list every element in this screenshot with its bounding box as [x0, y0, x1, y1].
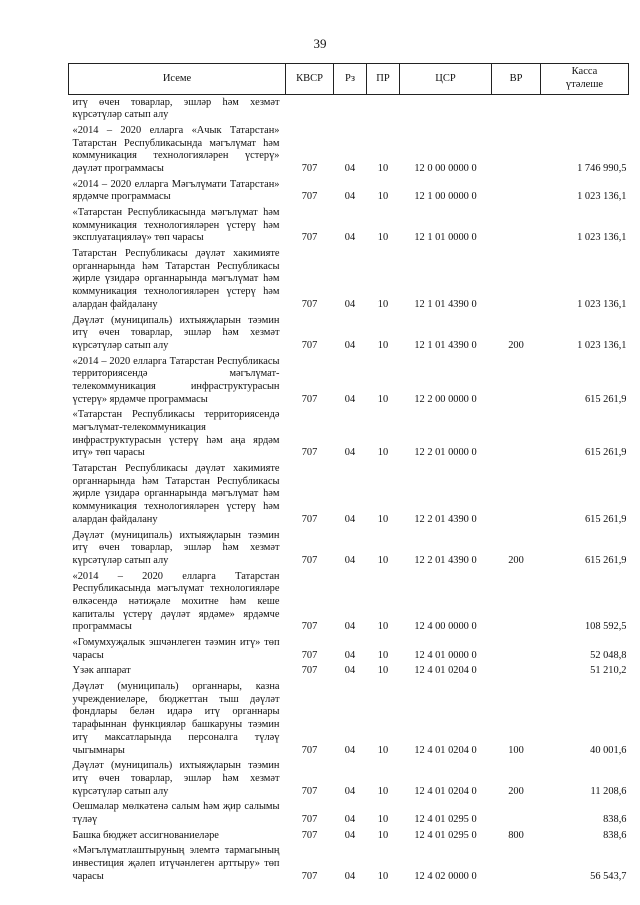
cell-vr: 200: [508, 785, 524, 797]
cell-vr: [492, 462, 541, 528]
cell-vr: [492, 664, 541, 680]
cell-amount: 1 023 136,1: [577, 298, 627, 310]
cell-rz: 04: [344, 162, 356, 174]
cell-amount: 1 023 136,1: [577, 232, 627, 244]
cell-name: Дәүләт (муниципаль) ихтыяҗларын тәэмин итү өчен товарлар, эшләр һәм хезмәт күрсәтүләр сатып алу: [72, 529, 280, 566]
cell-amount: 52 048,8: [590, 649, 627, 661]
cell-name: Татарстан Республикасы дәүләт хакимияте органнарында һәм Татарстан Республикасы җирле үзидарә органнарында мәгълүмат һәм коммуникация технологияләрен үстерү һәм алардан файдалану: [72, 248, 280, 310]
table-row: [69, 206, 629, 247]
cell-amount: 108 592,5: [584, 621, 627, 633]
cell-name: «2014 – 2020 елларга Мәгълүмати Татарстан» ярдәмче программасы: [72, 178, 280, 203]
cell-amount: 615 261,9: [584, 393, 627, 405]
cell-csr: 12 2 01 4390 0: [414, 513, 477, 525]
header-name: Исеме: [69, 64, 286, 95]
cell-name: Дәүләт (муниципаль) ихтыяҗларын тәэмин итү өчен товарлар, эшләр һәм хезмәт күрсәтүләр сатып алу: [72, 314, 280, 351]
header-kassa-line1: Касса: [571, 66, 598, 78]
cell-amount: 615 261,9: [584, 554, 627, 566]
cell-csr: 12 1 01 4390 0: [414, 339, 477, 351]
cell-pr: 10: [377, 447, 389, 459]
page-number: 39: [313, 36, 327, 51]
table-header: [69, 64, 629, 95]
cell-name: Дәүләт (муниципаль) органнары, казна учреждениеләре, бюджеттан тыш дәүләт фондлары белән идарә итү органнары тарафыннан функцияләр башкаруны тәэмин итү максатларында персоналга түләү чыгымнары: [72, 681, 280, 756]
cell-amount: 615 261,9: [584, 513, 627, 525]
cell-vr: [492, 800, 541, 828]
cell-rz: 04: [344, 649, 356, 661]
cell-rz: 04: [344, 339, 356, 351]
cell-rz: [334, 95, 367, 124]
cell-rz: 04: [344, 870, 356, 882]
cell-kvsr: 707: [301, 621, 318, 633]
cell-name: Татарстан Республикасы дәүләт хакимияте органнарында һәм Татарстан Республикасы җирле үзидарә органнарында мәгълүмат һәм коммуникация технологияләрен үстерү һәм алардан файдалану: [72, 463, 280, 525]
header-vr: ВР: [492, 64, 541, 95]
cell-vr: [492, 123, 541, 177]
cell-kvsr: 707: [301, 649, 318, 661]
cell-pr: 10: [377, 339, 389, 351]
header-kassa-line2: үтәлеше: [565, 79, 604, 90]
table-row: [69, 462, 629, 528]
cell-amount: 1 023 136,1: [577, 339, 627, 351]
cell-pr: 10: [377, 785, 389, 797]
cell-kvsr: 707: [301, 447, 318, 459]
cell-rz: 04: [344, 813, 356, 825]
cell-vr: [492, 844, 541, 885]
table-row: [69, 177, 629, 205]
cell-rz: 04: [344, 298, 356, 310]
cell-csr: 12 4 01 0204 0: [414, 665, 477, 677]
table-row: [69, 354, 629, 408]
cell-pr: 10: [377, 162, 389, 174]
table-row: [69, 828, 629, 844]
cell-vr: [492, 354, 541, 408]
cell-rz: 04: [344, 232, 356, 244]
cell-kvsr: 707: [301, 829, 318, 841]
header-rz: Рз: [334, 64, 367, 95]
cell-name: итү өчен товарлар, эшләр һәм хезмәт күрсәтүләр сатып алу: [72, 96, 280, 121]
cell-amount: [541, 95, 629, 124]
table-row: [69, 123, 629, 177]
cell-rz: 04: [344, 665, 356, 677]
header-kassa: [541, 64, 629, 95]
cell-vr: [492, 408, 541, 462]
cell-csr: 12 4 01 0000 0: [414, 649, 477, 661]
cell-kvsr: 707: [301, 744, 318, 756]
table-row: [69, 313, 629, 354]
cell-pr: 10: [377, 554, 389, 566]
cell-vr: 200: [508, 339, 524, 351]
cell-pr: 10: [377, 744, 389, 756]
cell-pr: 10: [377, 813, 389, 825]
cell-csr: 12 1 00 0000 0: [414, 191, 477, 203]
cell-csr: [400, 95, 492, 124]
cell-csr: 12 4 02 0000 0: [414, 870, 477, 882]
table-row: [69, 528, 629, 569]
cell-rz: 04: [344, 554, 356, 566]
cell-kvsr: 707: [301, 554, 318, 566]
cell-csr: 12 2 01 4390 0: [414, 554, 477, 566]
cell-csr: 12 4 01 0295 0: [414, 813, 477, 825]
cell-kvsr: 707: [301, 191, 318, 203]
budget-table: [68, 63, 629, 885]
header-kvsr: КВСР: [286, 64, 334, 95]
cell-pr: 10: [377, 621, 389, 633]
cell-vr: [492, 177, 541, 205]
cell-csr: 12 4 01 0204 0: [414, 744, 477, 756]
cell-name: «2014 – 2020 елларга Татарстан Республикасы территориясендә мәгълүмат-телекоммуникация инфраструктурасын үстерү» ярдәмче программасы: [72, 355, 280, 405]
cell-pr: 10: [377, 870, 389, 882]
cell-amount: 56 543,7: [590, 870, 627, 882]
cell-pr: [367, 95, 400, 124]
cell-kvsr: 707: [301, 162, 318, 174]
cell-kvsr: 707: [301, 513, 318, 525]
cell-pr: 10: [377, 393, 389, 405]
table-row: [69, 680, 629, 759]
cell-amount: 40 001,6: [590, 744, 627, 756]
cell-name: Үзәк аппарат: [72, 665, 131, 677]
table-row: [69, 569, 629, 635]
cell-rz: 04: [344, 785, 356, 797]
cell-pr: 10: [377, 298, 389, 310]
cell-amount: 615 261,9: [584, 447, 627, 459]
cell-rz: 04: [344, 513, 356, 525]
table-row: [69, 800, 629, 828]
cell-pr: 10: [377, 232, 389, 244]
cell-vr: [492, 95, 541, 124]
cell-csr: 12 0 00 0000 0: [414, 162, 477, 174]
cell-amount: 51 210,2: [590, 665, 627, 677]
cell-kvsr: 707: [301, 298, 318, 310]
cell-kvsr: 707: [301, 665, 318, 677]
header-csr: ЦСР: [400, 64, 492, 95]
cell-name: «Татарстан Республикасы территориясендә мәгълүмат-телекоммуникация инфраструктурасын үстерү һәм аңа ярдәм итү» төп чарасы: [72, 409, 280, 459]
cell-csr: 12 4 01 0204 0: [414, 785, 477, 797]
table-row: [69, 759, 629, 800]
cell-amount: 1 023 136,1: [577, 191, 627, 203]
cell-csr: 12 2 01 0000 0: [414, 447, 477, 459]
cell-kvsr: 707: [301, 393, 318, 405]
table-row: [69, 636, 629, 664]
cell-kvsr: 707: [301, 785, 318, 797]
cell-amount: 1 746 990,5: [577, 162, 627, 174]
cell-pr: 10: [377, 191, 389, 203]
cell-rz: 04: [344, 829, 356, 841]
table-body: [69, 95, 629, 885]
table-row: [69, 95, 629, 124]
cell-vr: [492, 206, 541, 247]
header-pr: ПР: [367, 64, 400, 95]
cell-vr: [492, 569, 541, 635]
cell-kvsr: 707: [301, 339, 318, 351]
cell-csr: 12 4 01 0295 0: [414, 829, 477, 841]
cell-rz: 04: [344, 621, 356, 633]
cell-name: «2014 – 2020 елларга Татарстан Республикасында мәгълүмат технологияләре өлкәсендә нәтиҗәле мохитне һәм кеше капиталы үстерү дәүләт ярдәме» ярдәмче программасы: [72, 570, 280, 633]
cell-rz: 04: [344, 393, 356, 405]
cell-rz: 04: [344, 191, 356, 203]
table-row: [69, 844, 629, 885]
cell-csr: 12 4 00 0000 0: [414, 621, 477, 633]
cell-vr: 800: [508, 829, 524, 841]
cell-kvsr: 707: [301, 870, 318, 882]
cell-amount: 838,6: [603, 813, 627, 825]
cell-vr: 200: [508, 554, 524, 566]
cell-kvsr: [286, 95, 334, 124]
cell-pr: 10: [377, 513, 389, 525]
table-row: [69, 247, 629, 313]
cell-csr: 12 1 01 0000 0: [414, 232, 477, 244]
cell-kvsr: 707: [301, 232, 318, 244]
cell-name: Башка бюджет ассигнованиеләре: [72, 829, 219, 841]
cell-vr: [492, 636, 541, 664]
table-row: [69, 408, 629, 462]
cell-name: «Мәгълүматлаштыруның элемтә тармагының инвестиция җәлеп итүчәнлеген арттыру» төп чарасы: [72, 845, 280, 882]
cell-name: Дәүләт (муниципаль) ихтыяҗларын тәэмин итү өчен товарлар, эшләр һәм хезмәт күрсәтүләр сатып алу: [72, 760, 280, 797]
cell-rz: 04: [344, 447, 356, 459]
cell-pr: 10: [377, 829, 389, 841]
cell-vr: [492, 247, 541, 313]
cell-name: «Татарстан Республикасында мәгълүмат һәм коммуникация технологияләрен үстерү һәм эксплуатацияләү» төп чарасы: [72, 207, 280, 244]
cell-vr: 100: [508, 744, 524, 756]
table-row: [69, 664, 629, 680]
cell-amount: 838,6: [603, 829, 627, 841]
cell-name: «Гомумхуҗалык эшчәнлеген тәэмин итү» төп чарасы: [72, 637, 280, 661]
cell-kvsr: 707: [301, 813, 318, 825]
cell-name: Оешмалар мөлкәтенә салым һәм җир салымы түләү: [72, 801, 280, 825]
cell-csr: 12 1 01 4390 0: [414, 298, 477, 310]
cell-rz: 04: [344, 744, 356, 756]
cell-pr: 10: [377, 649, 389, 661]
cell-csr: 12 2 00 0000 0: [414, 393, 477, 405]
cell-name: «2014 – 2020 елларга «Ачык Татарстан» Татарстан Республикасында мәгълүмат һәм коммуникация технологияләрен үстерү» дәүләт программасы: [72, 124, 280, 174]
cell-amount: 11 208,6: [590, 785, 627, 797]
cell-pr: 10: [377, 665, 389, 677]
